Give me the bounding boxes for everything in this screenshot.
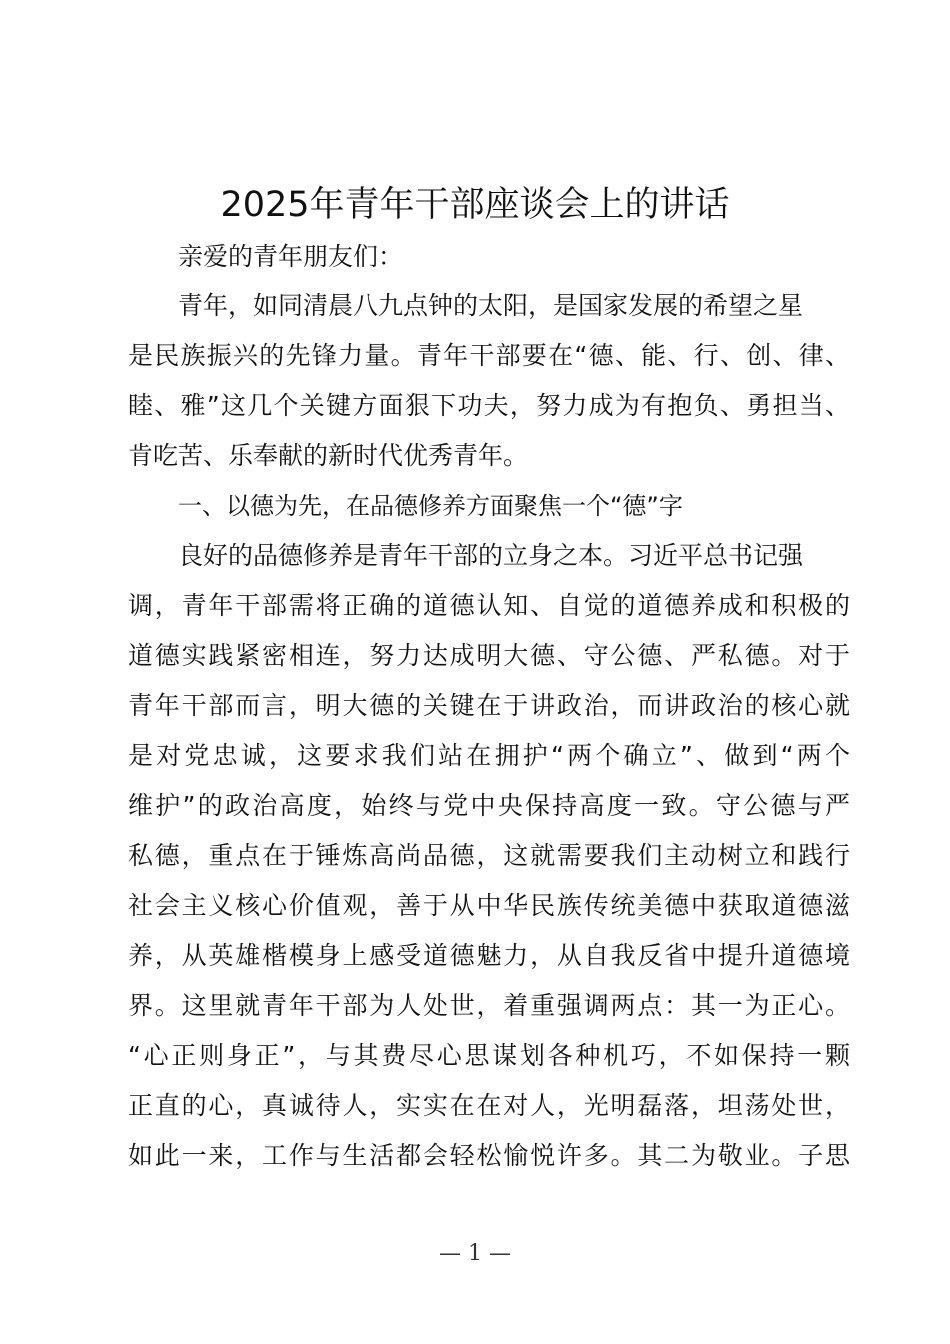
body-line: 养，从英雄楷模身上感受道德魅力，从自我反省中提升道德境	[128, 941, 850, 970]
body-line: 青年，如同清晨八九点钟的太阳，是国家发展的希望之星	[178, 291, 804, 320]
body-line: 是民族振兴的先锋力量。青年干部要在“德、能、行、创、律、	[128, 341, 850, 370]
page-number: — 1 —	[439, 1241, 511, 1266]
body-line: 青年干部而言，明大德的关键在于讲政治，而讲政治的核心就	[128, 691, 850, 720]
body-line: 道德实践紧密相连，努力达成明大德、守公德、严私德。对于	[128, 641, 850, 670]
salutation-line: 亲爱的青年朋友们：	[178, 242, 404, 271]
body-line: 良好的品德修养是青年干部的立身之本。习近平总书记强	[178, 541, 804, 570]
body-line: 私德，重点在于锤炼高尚品德，这就需要我们主动树立和践行	[128, 841, 850, 870]
body-line: 正直的心，真诚待人，实实在在对人，光明磊落，坦荡处世，	[128, 1091, 850, 1120]
body-line: 睦、雅”这几个关键方面狠下功夫，努力成为有抱负、勇担当、	[128, 391, 850, 420]
document-title: 2025年青年干部座谈会上的讲话	[220, 185, 730, 225]
body-line: 是对党忠诚，这要求我们站在拥护“两个确立”、做到“两个	[128, 741, 850, 770]
body-line: 肯吃苦、乐奉献的新时代优秀青年。	[128, 441, 529, 470]
body-line: 如此一来，工作与生活都会轻松愉悦许多。其二为敬业。子思	[128, 1141, 850, 1170]
body-line: 维护”的政治高度，始终与党中央保持高度一致。守公德与严	[128, 791, 850, 820]
body-line: 调，青年干部需将正确的道德认知、自觉的道德养成和积极的	[128, 591, 850, 620]
body-line: 社会主义核心价值观，善于从中华民族传统美德中获取道德滋	[128, 891, 850, 920]
section-heading: 一、以德为先，在品德修养方面聚焦一个“德”字	[178, 492, 683, 520]
body-line: “心正则身正”，与其费尽心思谋划各种机巧，不如保持一颗	[128, 1041, 850, 1070]
body-line: 界。这里就青年干部为人处世，着重强调两点：其一为正心。	[128, 991, 850, 1020]
